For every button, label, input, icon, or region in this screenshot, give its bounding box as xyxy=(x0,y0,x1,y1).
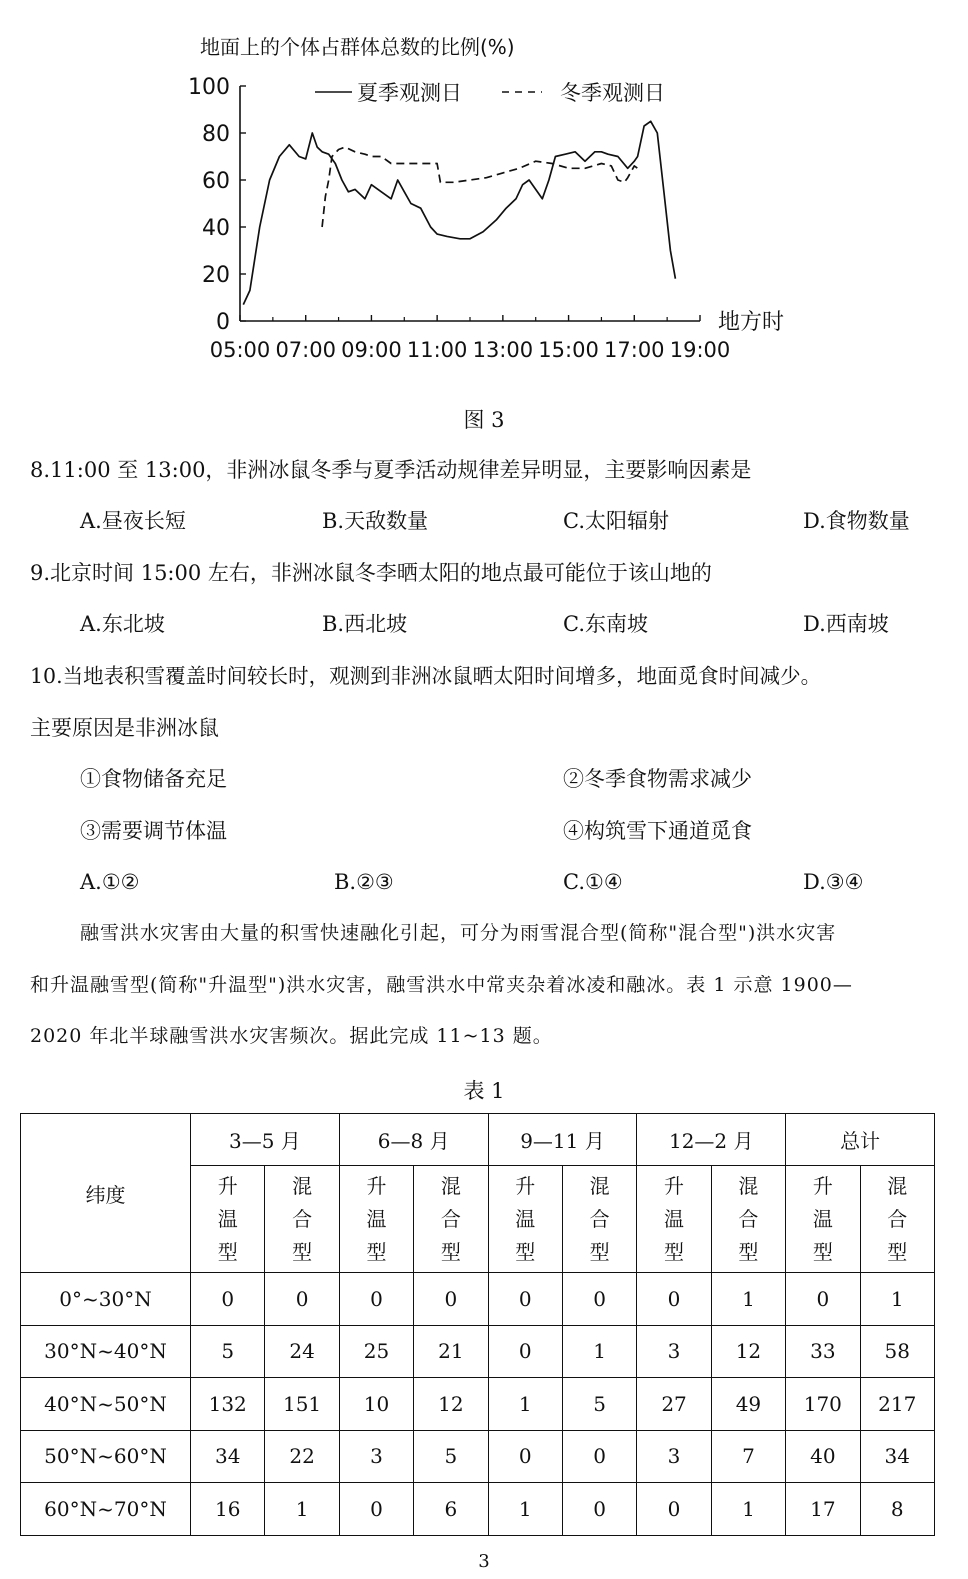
x-tick-label: 19:00 xyxy=(669,338,731,362)
q10-statement-2: ②冬季食物需求减少 xyxy=(563,767,752,791)
subheader-char: 混 xyxy=(738,1173,759,1198)
x-tick-label: 13:00 xyxy=(472,338,534,362)
latitude-cell: 30°N~40°N xyxy=(21,1325,191,1378)
latitude-cell: 60°N~70°N xyxy=(21,1483,191,1536)
q10-option-b[interactable]: B.②③ xyxy=(334,870,394,894)
table-cell: 0 xyxy=(265,1273,339,1326)
subheader-char: 温 xyxy=(812,1206,833,1231)
table-row xyxy=(21,1325,935,1378)
chart-legend xyxy=(315,81,665,105)
table-cell: 6 xyxy=(414,1483,488,1536)
q9-option-a[interactable]: A.东北坡 xyxy=(80,612,165,636)
table-cell: 1 xyxy=(860,1273,934,1326)
table-corner-header: 纬度 xyxy=(21,1114,191,1273)
q10-statement-1: ①食物储备充足 xyxy=(80,767,227,791)
x-tick-label: 11:00 xyxy=(406,338,468,362)
subheader-char: 升 xyxy=(812,1173,833,1198)
group-header-jun-aug: 6—8 月 xyxy=(339,1114,488,1166)
table-cell: 33 xyxy=(786,1325,860,1378)
subheader-char: 升 xyxy=(366,1173,387,1198)
subheader-char: 升 xyxy=(664,1173,685,1198)
subheader-char: 温 xyxy=(217,1206,238,1231)
legend-label-summer: 夏季观测日 xyxy=(357,81,462,105)
table-cell: 58 xyxy=(860,1325,934,1378)
subheader-char: 型 xyxy=(812,1239,833,1264)
table-cell: 34 xyxy=(860,1430,934,1483)
subheader-char: 温 xyxy=(515,1206,536,1231)
table-cell: 34 xyxy=(191,1430,265,1483)
y-tick-label: 40 xyxy=(202,216,230,241)
table-cell: 25 xyxy=(339,1325,413,1378)
table-cell: 3 xyxy=(637,1325,711,1378)
y-tick-label: 0 xyxy=(216,310,230,335)
q9-stem: 9.北京时间 15:00 左右，非洲冰鼠冬李晒太阳的地点最可能位于该山地的 xyxy=(30,561,712,585)
subheader-char: 型 xyxy=(664,1239,685,1264)
y-tick-label: 20 xyxy=(202,263,230,288)
subheader-heating-type xyxy=(488,1166,562,1273)
subheader-char: 温 xyxy=(664,1206,685,1231)
subheader-char: 型 xyxy=(887,1239,908,1264)
subheader-mixed-type xyxy=(860,1166,934,1273)
subheader-char: 混 xyxy=(589,1173,610,1198)
table-cell: 0 xyxy=(562,1483,636,1536)
group-header-sep-nov: 9—11 月 xyxy=(488,1114,637,1166)
q8-option-c[interactable]: C.太阳辐射 xyxy=(563,509,669,533)
q8-option-b[interactable]: B.天敌数量 xyxy=(322,509,429,533)
table-cell: 12 xyxy=(414,1378,488,1431)
table-cell: 5 xyxy=(191,1325,265,1378)
table-cell: 0 xyxy=(191,1273,265,1326)
chart-title: 地面上的个体占群体总数的比例(%) xyxy=(200,35,515,59)
latitude-cell: 50°N~60°N xyxy=(21,1430,191,1483)
q10-statement-4: ④构筑雪下通道觅食 xyxy=(563,819,752,843)
x-tick-label: 15:00 xyxy=(538,338,599,362)
legend-label-winter: 冬季观测日 xyxy=(560,81,665,105)
latitude-cell: 0°~30°N xyxy=(21,1273,191,1326)
table-cell: 40 xyxy=(786,1430,860,1483)
x-axis-label: 地方时 xyxy=(718,310,785,335)
group-header-dec-feb: 12—2 月 xyxy=(637,1114,786,1166)
table-cell: 0 xyxy=(339,1483,413,1536)
q9-option-c[interactable]: C.东南坡 xyxy=(563,612,648,636)
q9-option-b[interactable]: B.西北坡 xyxy=(322,612,408,636)
table-cell: 1 xyxy=(488,1483,562,1536)
table-caption: 表 1 xyxy=(463,1079,505,1103)
table-cell: 217 xyxy=(860,1378,934,1431)
table-cell: 1 xyxy=(562,1325,636,1378)
q10-option-d[interactable]: D.③④ xyxy=(803,870,864,894)
y-tick-labels xyxy=(188,75,230,335)
activity-line-chart xyxy=(0,0,968,380)
table-cell: 24 xyxy=(265,1325,339,1378)
y-tick-label: 100 xyxy=(188,75,230,100)
page-number: 3 xyxy=(478,1551,490,1572)
table-cell: 3 xyxy=(339,1430,413,1483)
subheader-char: 混 xyxy=(440,1173,461,1198)
table-cell: 0 xyxy=(488,1430,562,1483)
table-cell: 17 xyxy=(786,1483,860,1536)
subheader-heating-type xyxy=(339,1166,413,1273)
table-row xyxy=(21,1378,935,1431)
table-cell: 1 xyxy=(711,1483,785,1536)
table-cell: 0 xyxy=(637,1483,711,1536)
table-cell: 21 xyxy=(414,1325,488,1378)
snowmelt-flood-table xyxy=(20,1113,935,1536)
q8-option-d[interactable]: D.食物数量 xyxy=(803,509,910,533)
subheader-char: 型 xyxy=(292,1239,313,1264)
x-tick-label: 07:00 xyxy=(275,338,336,362)
table-cell: 0 xyxy=(562,1273,636,1326)
table-cell: 49 xyxy=(711,1378,785,1431)
chart-series xyxy=(243,121,675,304)
subheader-char: 合 xyxy=(738,1206,759,1231)
q8-stem: 8.11:00 至 13:00，非洲冰鼠冬季与夏季活动规律差异明显，主要影响因素是 xyxy=(30,458,752,482)
subheader-char: 型 xyxy=(515,1239,536,1264)
table-cell: 7 xyxy=(711,1430,785,1483)
table-cell: 1 xyxy=(711,1273,785,1326)
x-tick-label: 05:00 xyxy=(209,338,271,362)
table-cell: 27 xyxy=(637,1378,711,1431)
group-header-total: 总计 xyxy=(786,1114,935,1166)
x-tick-labels xyxy=(210,338,731,362)
subheader-heating-type xyxy=(786,1166,860,1273)
table-row xyxy=(21,1273,935,1326)
subheader-mixed-type xyxy=(711,1166,785,1273)
subheader-mixed-type xyxy=(265,1166,339,1273)
q10-option-c[interactable]: C.①④ xyxy=(563,870,623,894)
table-cell: 0 xyxy=(488,1273,562,1326)
subheader-char: 合 xyxy=(589,1206,610,1231)
subheader-char: 混 xyxy=(292,1173,313,1198)
y-tick-label: 60 xyxy=(202,169,230,194)
table-cell: 0 xyxy=(786,1273,860,1326)
group-header-mar-may: 3—5 月 xyxy=(191,1114,340,1166)
table-cell: 12 xyxy=(711,1325,785,1378)
subheader-char: 型 xyxy=(440,1239,461,1264)
table-row xyxy=(21,1430,935,1483)
q10-statement-3: ③需要调节体温 xyxy=(80,819,227,843)
latitude-cell: 40°N~50°N xyxy=(21,1378,191,1431)
table-cell: 5 xyxy=(414,1430,488,1483)
table-body xyxy=(21,1273,935,1536)
table-row xyxy=(21,1483,935,1536)
table-cell: 16 xyxy=(191,1483,265,1536)
table-cell: 3 xyxy=(637,1430,711,1483)
table-cell: 22 xyxy=(265,1430,339,1483)
q9-option-d[interactable]: D.西南坡 xyxy=(803,612,889,636)
q10-stem-line1: 10.当地表积雪覆盖时间较长时，观测到非洲冰鼠晒太阳时间增多，地面觅食时间减少。 xyxy=(30,664,822,688)
table-cell: 132 xyxy=(191,1378,265,1431)
subheader-char: 混 xyxy=(887,1173,908,1198)
subheader-char: 型 xyxy=(217,1239,238,1264)
table-cell: 0 xyxy=(339,1273,413,1326)
subheader-char: 型 xyxy=(589,1239,610,1264)
subheader-char: 合 xyxy=(887,1206,908,1231)
table-cell: 1 xyxy=(265,1483,339,1536)
table-cell: 170 xyxy=(786,1378,860,1431)
x-tick-label: 17:00 xyxy=(604,338,665,362)
passage-line-2: 和升温融雪型(简称"升温型")洪水灾害，融雪洪水中常夹杂着冰凌和融冰。表 1 示意 1900— xyxy=(30,974,853,996)
x-tick-label: 09:00 xyxy=(341,338,402,362)
subheader-mixed-type xyxy=(414,1166,488,1273)
table-cell: 10 xyxy=(339,1378,413,1431)
subheader-mixed-type xyxy=(562,1166,636,1273)
subheader-char: 合 xyxy=(292,1206,313,1231)
chart-axes xyxy=(240,86,700,321)
table-cell: 8 xyxy=(860,1483,934,1536)
subheader-char: 温 xyxy=(366,1206,387,1231)
table-header-row-groups xyxy=(21,1114,935,1166)
table-cell: 1 xyxy=(488,1378,562,1431)
table-cell: 5 xyxy=(562,1378,636,1431)
passage-line-3: 2020 年北半球融雪洪水灾害频次。据此完成 11~13 题。 xyxy=(30,1025,553,1047)
table-cell: 0 xyxy=(414,1273,488,1326)
table-cell: 0 xyxy=(488,1325,562,1378)
series-line-summer xyxy=(243,121,675,304)
y-tick-label: 80 xyxy=(202,122,230,147)
subheader-char: 合 xyxy=(440,1206,461,1231)
subheader-heating-type xyxy=(637,1166,711,1273)
figure-caption: 图 3 xyxy=(463,408,505,432)
table-cell: 0 xyxy=(562,1430,636,1483)
passage-line-1: 融雪洪水灾害由大量的积雪快速融化引起，可分为雨雪混合型(简称"混合型")洪水灾害 xyxy=(80,922,837,944)
q8-option-a[interactable]: A.昼夜长短 xyxy=(80,509,186,533)
q10-option-a[interactable]: A.①② xyxy=(80,870,140,894)
subheader-char: 型 xyxy=(366,1239,387,1264)
subheader-char: 升 xyxy=(515,1173,536,1198)
table-cell: 0 xyxy=(637,1273,711,1326)
subheader-heating-type xyxy=(191,1166,265,1273)
table-cell: 151 xyxy=(265,1378,339,1431)
q10-stem-line2: 主要原因是非洲冰鼠 xyxy=(30,716,219,740)
subheader-char: 升 xyxy=(217,1173,238,1198)
subheader-char: 型 xyxy=(738,1239,759,1264)
